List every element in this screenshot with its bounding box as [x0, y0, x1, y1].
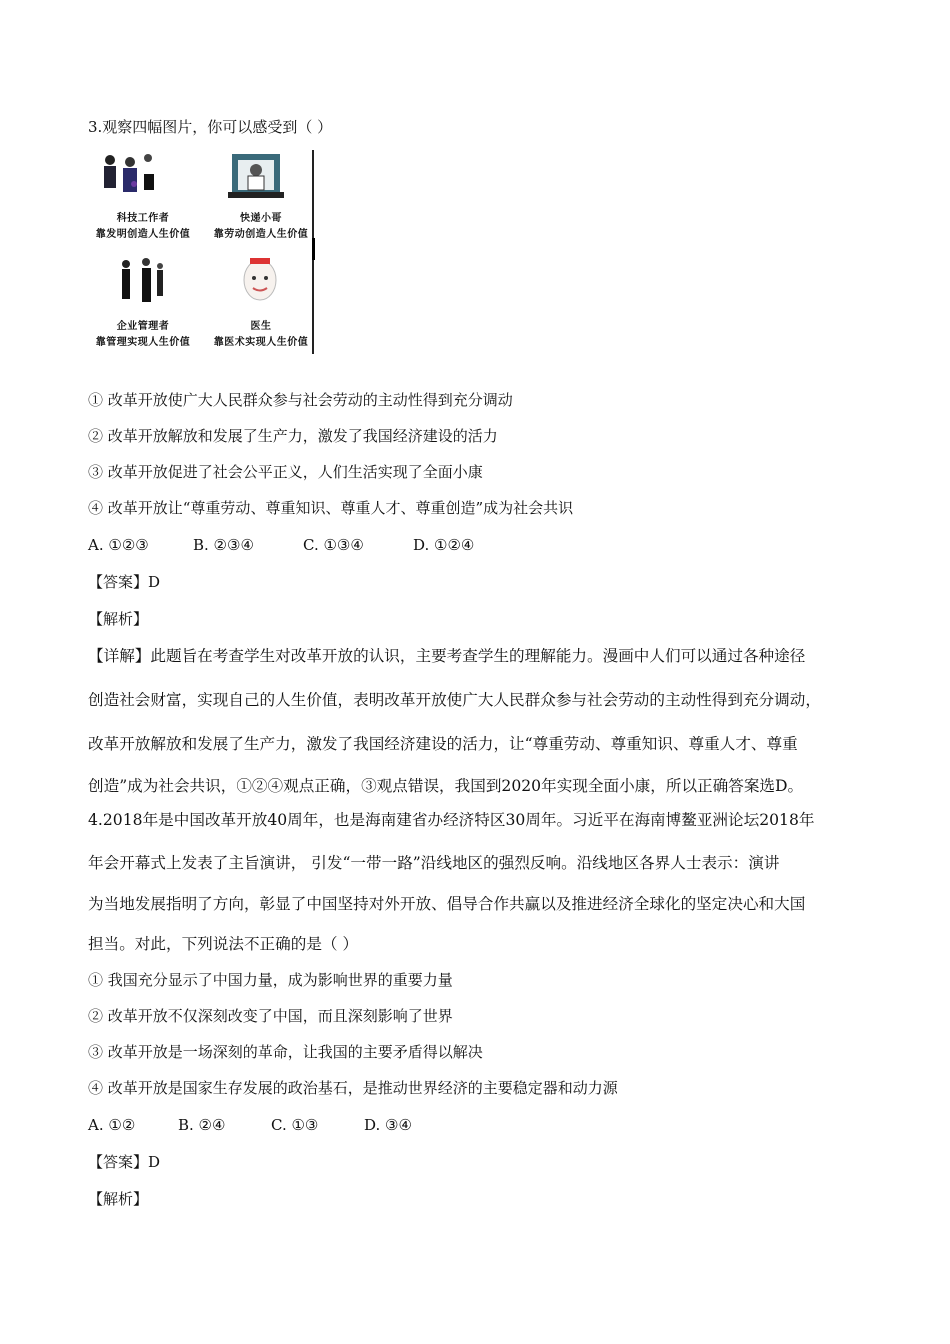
q3-statement-2: ② 改革开放解放和发展了生产力，激发了我国经济建设的活力 [88, 427, 498, 445]
q3-statement-3: ③ 改革开放促进了社会公平正义，人们生活实现了全面小康 [88, 463, 483, 481]
q3-option-a[interactable]: A. ①②③ [88, 536, 149, 554]
q3-detail-line-1: 【详解】此题旨在考查学生对改革开放的认识，主要考查学生的理解能力。漫画中人们可以通过各种途径 [88, 647, 806, 665]
q4-stem-line-2: 年会开幕式上发表了主旨演讲， 引发“一带一路”沿线地区的强烈反响。沿线地区各界人士表示：演讲 [88, 854, 780, 872]
q4-option-c[interactable]: C. ①③ [271, 1116, 319, 1134]
q3-option-c[interactable]: C. ①③④ [303, 536, 364, 554]
q3-analysis-label: 【解析】 [88, 610, 149, 628]
q3-detail-line-3: 改革开放解放和发展了生产力，激发了我国经济建设的活力，让“尊重劳动、尊重知识、尊重人才、尊重 [88, 735, 798, 753]
q3-answer: 【答案】D [88, 573, 161, 591]
q3-figure [86, 148, 318, 356]
q4-options [88, 1115, 412, 1135]
q4-stem-line-3: 为当地发展指明了方向，彰显了中国坚持对外开放、倡导合作共赢以及推进经济全球化的坚定决心和大国 [88, 895, 806, 913]
q3-stem: 3.观察四幅图片，你可以感受到（ ） [88, 118, 333, 136]
panel-caption-2: 靠劳动创造人生价值 [213, 229, 309, 240]
panel-role-4: 医生 [250, 321, 272, 332]
q4-stem-line-4: 担当。对此，下列说法不正确的是（ ） [88, 935, 359, 953]
q4-statement-1: ① 我国充分显示了中国力量，成为影响世界的重要力量 [88, 971, 453, 989]
courier-icon [226, 148, 288, 204]
panel-caption-4: 靠医术实现人生价值 [213, 337, 309, 348]
q4-analysis-label: 【解析】 [88, 1190, 149, 1208]
q4-option-a[interactable]: A. ①② [88, 1116, 136, 1134]
q4-stem-line-1: 4.2018年是中国改革开放40周年，也是海南建省办经济特区30周年。习近平在海南博鳌亚洲论坛2018年 [88, 811, 815, 829]
doctor-icon [236, 252, 284, 308]
q3-detail-line-4: 创造”成为社会共识，①②④观点正确，③观点错误，我国到2020年实现全面小康，所以正确答案选D。 [88, 777, 804, 795]
q3-option-b[interactable]: B. ②③④ [193, 536, 254, 554]
panel-caption-3: 靠管理实现人生价值 [95, 337, 191, 348]
managers-icon [112, 256, 172, 310]
q3-statement-4: ④ 改革开放让“尊重劳动、尊重知识、尊重人才、尊重创造”成为社会共识 [88, 499, 574, 517]
panel-role-1: 科技工作者 [116, 213, 170, 224]
q3-options [88, 535, 474, 555]
q3-option-d[interactable]: D. ①②④ [413, 536, 475, 554]
panel-role-3: 企业管理者 [116, 321, 170, 332]
panel-role-2: 快递小哥 [240, 213, 282, 224]
q4-answer: 【答案】D [88, 1153, 161, 1171]
panel-caption-1: 靠发明创造人生价值 [95, 229, 191, 240]
q4-option-d[interactable]: D. ③④ [364, 1116, 412, 1134]
q3-detail-line-2: 创造社会财富，实现自己的人生价值，表明改革开放使广大人民群众参与社会劳动的主动性得到充分调动， [88, 691, 821, 709]
q4-statement-4: ④ 改革开放是国家生存发展的政治基石，是推动世界经济的主要稳定器和动力源 [88, 1079, 618, 1097]
scientist-figures-icon [100, 152, 170, 202]
q4-option-b[interactable]: B. ②④ [178, 1116, 226, 1134]
figure-border-mark [312, 238, 315, 260]
q4-statement-3: ③ 改革开放是一场深刻的革命，让我国的主要矛盾得以解决 [88, 1043, 483, 1061]
q3-statement-1: ① 改革开放使广大人民群众参与社会劳动的主动性得到充分调动 [88, 391, 513, 409]
q4-statement-2: ② 改革开放不仅深刻改变了中国，而且深刻影响了世界 [88, 1007, 453, 1025]
